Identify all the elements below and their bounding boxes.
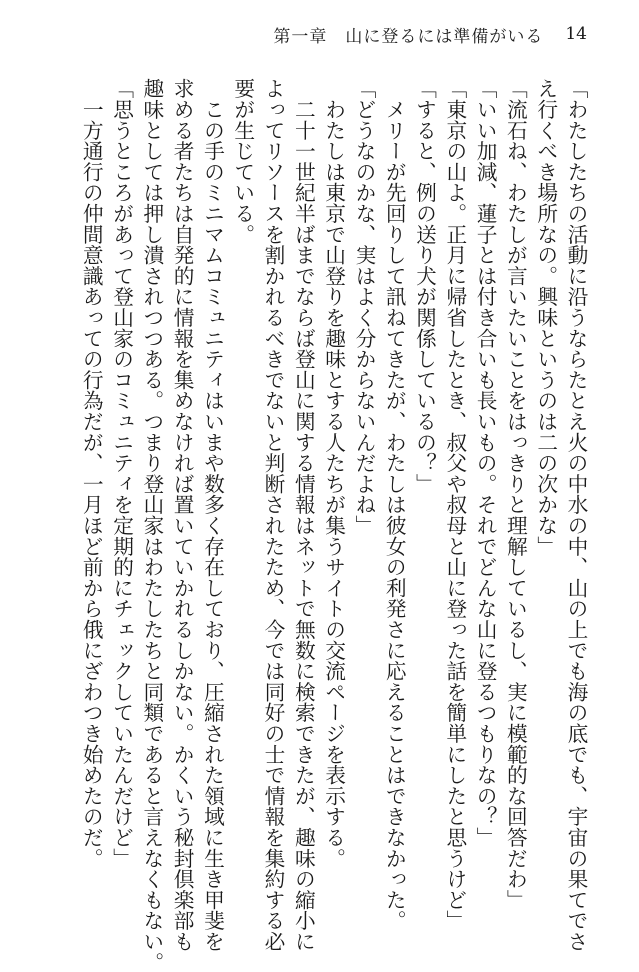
text-line: 一方通行の仲間意識あっての行為だが、一月ほど前から俄にざわつき始めたのだ。 bbox=[79, 78, 104, 869]
text-line: 要が生じている。 bbox=[230, 78, 255, 245]
text-line: 「東京の山よ。正月に帰省したとき、叔父や叔母と山に登った話を簡単にしたと思うけど」 bbox=[442, 78, 467, 931]
text-line: 「わたしたちの活動に沿うならたとえ火の中水の中、山の上でも海の底でも、宇宙の果てでさ bbox=[564, 78, 588, 952]
text-line: 二十一世紀半ばまでならば登山に関する情報はネットで無数に検索できたが、趣味の縮小に bbox=[291, 78, 316, 952]
text-line: わたしは東京で山登りを趣味とする人たちが集うサイトの交流ページを表示する。 bbox=[321, 78, 346, 869]
text-line: 「すると、例の送り犬が関係しているの？」 bbox=[412, 78, 437, 494]
running-head bbox=[273, 22, 587, 46]
text-line: 「いい加減、蓮子とは付き合いも長いもの。それでどんな山に登るつもりなの？」 bbox=[473, 78, 498, 848]
text-line: 求める者たちは自発的に情報を集めなければ置いていかれるしかない。かくいう秘封倶楽部も bbox=[170, 78, 195, 952]
text-line: よってリソースを割かれるべきでないと判断されたため、今では同好の士で情報を集約する必 bbox=[261, 78, 286, 952]
text-line: メリーが先回りして訊ねてきたが、わたしは彼女の利発さに応えることはできなかった。 bbox=[382, 78, 407, 931]
text-line: 趣味としては押し潰されつつある。つまり登山家はわたしたちと同類であると言えなくもない。 bbox=[139, 78, 164, 972]
text-line: この手のミニマムコミュニティはいまや数多く存在しており、圧縮された領域に生き甲斐を bbox=[200, 78, 225, 952]
text-line: え行くべき場所なの。興味というのは二の次かな」 bbox=[533, 78, 558, 557]
body-text bbox=[46, 78, 591, 972]
text-line: 「思うところがあって登山家のコミュニティを定期的にチェックしていたんだけど」 bbox=[109, 78, 134, 869]
text-line: 「流石ね、わたしが言いたいことをはっきりと理解しているし、実に模範的な回答だわ」 bbox=[503, 78, 528, 910]
page-number: 14 bbox=[565, 24, 587, 44]
text-line: 「どうなのかな、実はよく分からないんだよね」 bbox=[351, 78, 376, 536]
chapter-title: 第一章 山に登るには準備がいる bbox=[273, 26, 544, 47]
